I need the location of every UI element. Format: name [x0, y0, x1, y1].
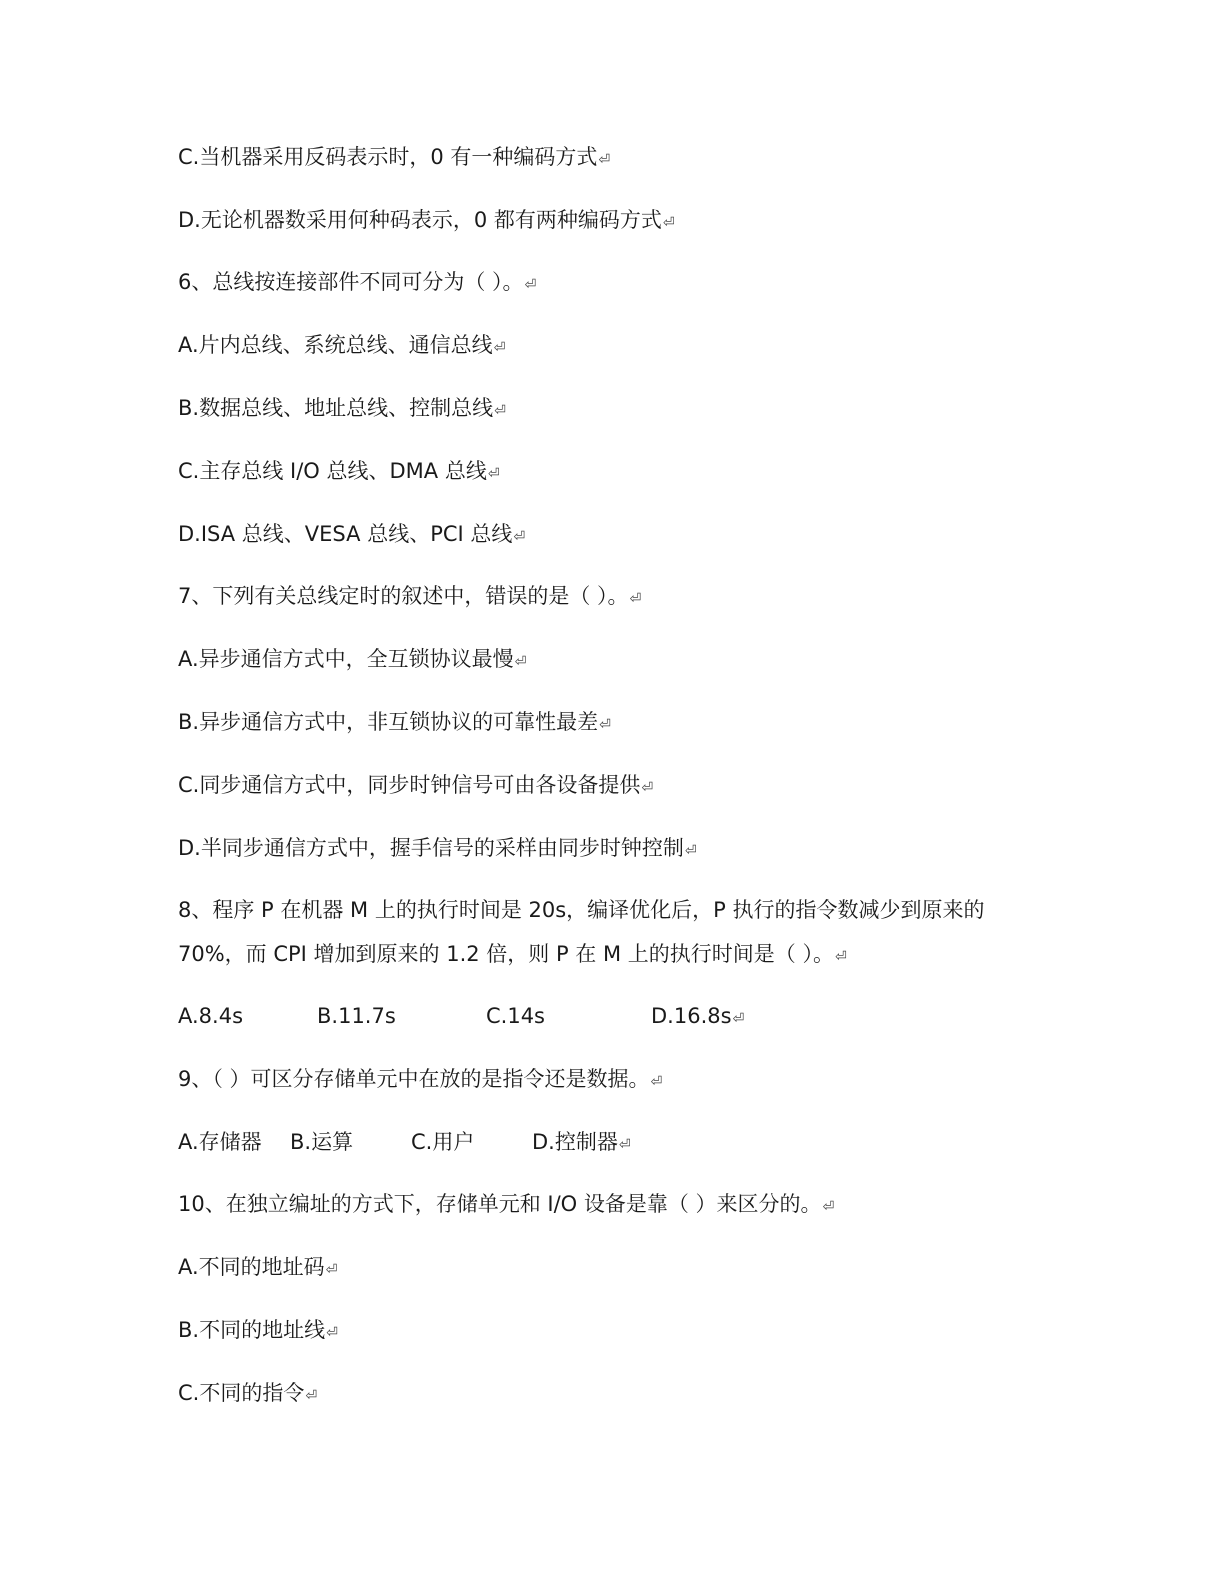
- q6-option-a: A.片内总线、系统总线、通信总线⏎: [178, 333, 506, 357]
- q7-option-b: B.异步通信方式中，非互锁协议的可靠性最差⏎: [178, 710, 611, 734]
- paragraph-mark-icon: ⏎: [599, 717, 611, 733]
- q9-stem: 9、（ ）可区分存储单元中在放的是指令还是数据。⏎: [178, 1067, 663, 1091]
- paragraph-mark-icon: ⏎: [325, 1262, 338, 1278]
- q8-stem-line2: 70%，而 CPI 增加到原来的 1.2 倍，则 P 在 M 上的执行时间是（ ）。⏎: [178, 942, 847, 966]
- q9-option-b: B.运算: [290, 1130, 354, 1154]
- q8-option-c: C.14s: [486, 1004, 546, 1028]
- q10-stem: 10、在独立编址的方式下，存储单元和 I/O 设备是靠（ ）来区分的。⏎: [178, 1192, 835, 1216]
- q5-option-c: C.当机器采用反码表示时，0 有一种编码方式⏎: [178, 145, 611, 169]
- paragraph-mark-icon: ⏎: [598, 152, 611, 168]
- paragraph-mark-icon: ⏎: [493, 340, 506, 356]
- q8-stem-line1: 8、程序 P 在机器 M 上的执行时间是 20s，编译优化后，P 执行的指令数减少到原来的: [178, 898, 985, 922]
- paragraph-mark-icon: ⏎: [641, 780, 654, 796]
- q7-option-a: A.异步通信方式中，全互锁协议最慢⏎: [178, 647, 527, 671]
- paragraph-mark-icon: ⏎: [662, 215, 675, 231]
- q5-option-d: D.无论机器数采用何种码表示，0 都有两种编码方式⏎: [178, 208, 675, 232]
- paragraph-mark-icon: ⏎: [514, 654, 527, 670]
- q8-option-b: B.11.7s: [317, 1004, 396, 1028]
- q9-option-c: C.用户: [411, 1130, 475, 1154]
- paragraph-mark-icon: ⏎: [305, 1388, 318, 1404]
- paragraph-mark-icon: ⏎: [629, 591, 642, 607]
- q7-option-c: C.同步通信方式中，同步时钟信号可由各设备提供⏎: [178, 773, 654, 797]
- q8-option-a: A.8.4s: [178, 1004, 244, 1028]
- q9-option-d: D.控制器⏎: [532, 1130, 631, 1154]
- paragraph-mark-icon: ⏎: [732, 1011, 745, 1027]
- q7-option-d: D.半同步通信方式中，握手信号的采样由同步时钟控制⏎: [178, 836, 697, 860]
- q6-option-b: B.数据总线、地址总线、控制总线⏎: [178, 396, 506, 420]
- paragraph-mark-icon: ⏎: [650, 1074, 663, 1090]
- paragraph-mark-icon: ⏎: [684, 843, 697, 859]
- paragraph-mark-icon: ⏎: [326, 1325, 338, 1341]
- q7-stem: 7、下列有关总线定时的叙述中，错误的是（ ）。⏎: [178, 584, 642, 608]
- paragraph-mark-icon: ⏎: [494, 403, 506, 419]
- q10-option-c: C.不同的指令⏎: [178, 1381, 318, 1405]
- q6-stem: 6、总线按连接部件不同可分为（ ）。⏎: [178, 270, 537, 294]
- q9-option-a: A.存储器: [178, 1130, 262, 1154]
- q6-option-d: D.ISA 总线、VESA 总线、PCI 总线⏎: [178, 522, 526, 546]
- paragraph-mark-icon: ⏎: [822, 1199, 835, 1215]
- paragraph-mark-icon: ⏎: [618, 1137, 631, 1153]
- q10-option-b: B.不同的地址线⏎: [178, 1318, 338, 1342]
- q8-option-d: D.16.8s⏎: [651, 1004, 745, 1028]
- q10-option-a: A.不同的地址码⏎: [178, 1255, 338, 1279]
- paragraph-mark-icon: ⏎: [513, 529, 526, 545]
- q6-option-c: C.主存总线 I/O 总线、DMA 总线⏎: [178, 459, 500, 483]
- paragraph-mark-icon: ⏎: [524, 277, 537, 293]
- paragraph-mark-icon: ⏎: [834, 949, 847, 965]
- paragraph-mark-icon: ⏎: [487, 466, 500, 482]
